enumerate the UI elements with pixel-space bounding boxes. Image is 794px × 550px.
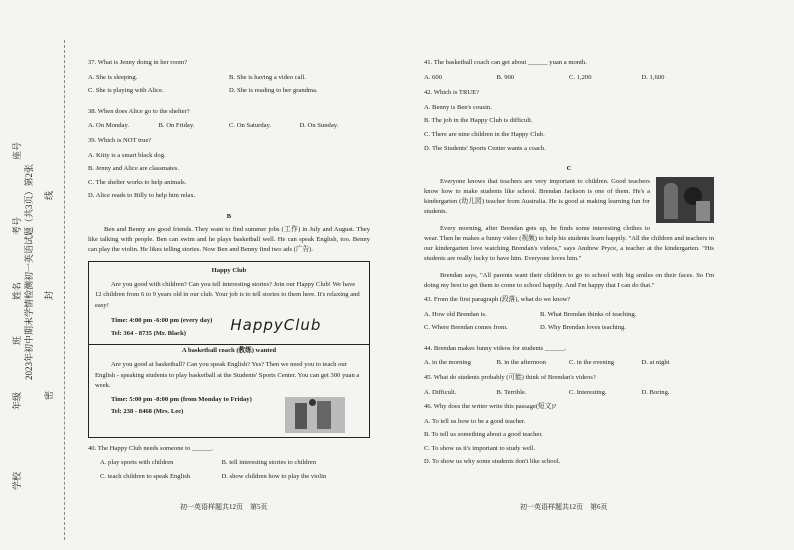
passage-c-paragraph-2: Every morning, after Brendan gets up, he finds some interesting clothes to wear. Then he makes a funny video (视频) to help his students learn happily. "All the children and teachers in our kindergarten love watching Brendan's videos," says Andrew Pryce, a teacher at the kindergarten. "His students are really lucky to have him. Everyone loves him.": [424, 224, 714, 263]
photo-figure: [295, 403, 307, 429]
page-6-column: [424, 60, 714, 480]
option: A. Benny is Ben's cousin.: [424, 103, 492, 111]
option: A. To tell us how to be a good teacher.: [424, 417, 526, 425]
happy-club-logo: HappyClub: [230, 316, 322, 335]
section-c-heading: C: [566, 165, 572, 173]
option: D. She is reading to her grandma.: [229, 87, 318, 95]
option: C. To show us it's important to study well.: [424, 444, 536, 452]
exam-title-vertical: 2023年初中期末学情检测初一英语试题（共3页）第2张: [24, 163, 34, 380]
page-5-footer: 初一英语样题共12页 第5页: [180, 503, 268, 511]
option: B. What Brendan thinks of teaching.: [540, 310, 637, 318]
question-39: 39. Which is NOT true?: [88, 136, 152, 144]
option: A. She is sleeping.: [88, 73, 138, 81]
option: C. On Saturday.: [229, 122, 272, 130]
school-label: 学校: [12, 471, 22, 490]
question-42: 42. Which is TRUE?: [424, 89, 480, 97]
option: B. Jenny and Alice are classmates.: [88, 165, 180, 173]
seat-label: 座号: [12, 141, 22, 160]
section-b-heading: B: [226, 212, 232, 220]
option: C. in the evening: [569, 359, 615, 367]
ad-happy-club-contact: [111, 315, 212, 340]
option: A. in the morning: [424, 359, 471, 367]
binding-margin: [8, 60, 78, 540]
option: A. 600: [424, 73, 442, 81]
question-41: 41. The basketball coach can get about ______ yuan a month.: [424, 59, 587, 66]
basketball-photo: [285, 397, 345, 433]
option: A. play sports with children: [100, 459, 174, 467]
ad-divider: [89, 344, 369, 345]
name-label: 姓名: [12, 281, 22, 300]
question-45: 45. What do students probably (可能) think of Brendan's videos?: [424, 373, 596, 381]
option: D. Why Brendan loves teaching.: [540, 324, 626, 332]
ad-happy-club-title: Happy Club: [211, 267, 247, 275]
option: B. She is having a video call.: [229, 73, 306, 81]
question-43-options: [424, 312, 714, 339]
seal-seal-label: 封: [44, 290, 54, 300]
option: C. There are nine children in the Happy Club.: [424, 130, 545, 138]
option: C. Interesting.: [569, 388, 607, 396]
option: A. Difficult.: [424, 388, 457, 396]
ad-happy-club-info: [95, 311, 363, 340]
ad-coach-title: A basketball coach (教练) wanted: [181, 347, 277, 355]
passage-c-paragraph-3: Brendan says, "All parents want their children to go to school with big smiles on their faces. So I'm doing my best to get them to come to school happily. And I'm happy that I can do that.": [424, 271, 714, 289]
question-41-options: [424, 75, 714, 82]
page-6-footer: 初一英语样题共12页 第6页: [520, 503, 608, 511]
passage-c-paragraph-1: Everyone knows that teachers are very important to children. Good teachers know how to make students like school. Brendan Jackson is one of them. He's a kindergarten (幼儿园) teacher from Australia. He is good at making learning fun for students.: [424, 177, 650, 216]
class-label: 班: [12, 335, 22, 345]
ad-happy-club-text: Are you good with children? Can you tell interesting stories? Join our Happy Club! We have 12 children from 6 to 9 years old in our club. Your job is to tell stories to them here. It's relaxing and easy!: [95, 280, 360, 309]
photo-figure: [696, 201, 710, 221]
seal-line-label: 线: [44, 190, 54, 200]
option: D. at night: [641, 359, 670, 367]
option: B. in the afternoon: [496, 359, 546, 367]
teacher-video-photo: [656, 177, 714, 223]
option: A. How old Brendan is.: [424, 310, 487, 318]
question-37-options: [88, 75, 370, 102]
option: D. The Students' Sports Center wants a coach.: [424, 144, 546, 152]
photo-figure: [664, 183, 678, 219]
option: D. On Sunday.: [299, 122, 339, 130]
seal-secret-label: 密: [44, 390, 54, 400]
question-46: 46. Why does the writer write this passage(短文)?: [424, 403, 557, 411]
grade-label: 年级: [12, 391, 22, 410]
option: D. show children how to play the violin: [221, 472, 327, 480]
option: C. Where Brendan comes from.: [424, 324, 508, 332]
option: C. 1,200: [569, 73, 592, 81]
ad-coach-text: Are you good at basketball? Can you speak English? Yes? Then we need you to teach our English - speaking students to play basketball at the Students' Sports Center. You can get 300 yuan a week.: [95, 361, 360, 390]
passage-b: Ben and Benny are good friends. They want to find summer jobs (工作) in July and August. They like talking with people. Ben can swim and he plays basketball well. He can speak English, too. Benny can play the violin. He likes telling stories. Now Ben and Benny find two ads (广告).: [88, 225, 370, 253]
question-37: 37. What is Jenny doing in her room?: [88, 59, 188, 66]
option: B. Terrible.: [496, 388, 527, 396]
question-44-options: [424, 360, 714, 367]
exam-no-label: 考号: [12, 216, 22, 235]
question-39-options: [88, 153, 370, 207]
option: A. On Monday.: [88, 122, 129, 130]
option: B. To tell us something about a good teacher.: [424, 431, 543, 439]
ads-box: [88, 261, 370, 438]
option: D. To show us why some students don't like school.: [424, 458, 561, 466]
option: D. 1,600: [641, 73, 665, 81]
basketball-icon: [309, 399, 316, 406]
option: B. tell interesting stories to children: [221, 459, 316, 467]
option: C. teach children to speak English: [100, 472, 191, 480]
question-38-options: [88, 123, 370, 130]
question-43: 43. From the first paragraph (段落), what do we know?: [424, 295, 571, 303]
question-42-options: [424, 105, 714, 159]
ad-happy-club-time: Time: 4:00 pm -6:00 pm (every day): [111, 317, 213, 325]
question-46-options: [424, 419, 714, 473]
option: C. The shelter works to help animals.: [88, 178, 187, 186]
option: C. She is playing with Alice.: [88, 87, 164, 95]
question-38: 38. When does Alice go to the shelter?: [88, 107, 190, 115]
option: B. 900: [496, 73, 515, 81]
ad-coach-tel: Tel: 238 - 8468 (Mrs. Lee): [111, 408, 184, 416]
question-45-options: [424, 390, 714, 397]
option: A. Kitty is a smart black dog.: [88, 151, 166, 159]
question-44: 44. Brendan makes funny videos for students ______.: [424, 344, 567, 352]
page-5-column: [88, 60, 370, 495]
option: D. Boring.: [641, 388, 670, 396]
option: B. The job in the Happy Club is difficult.: [424, 117, 533, 125]
photo-figure: [317, 401, 331, 429]
question-40: 40. The Happy Club needs someone to ______.: [88, 444, 214, 452]
ad-coach-time: Time: 5:00 pm -8:00 pm (from Monday to Friday): [111, 395, 252, 403]
ad-happy-club-tel: Tel: 364 - 8735 (Mr. Black): [111, 329, 186, 337]
question-40-options: [88, 460, 370, 487]
binding-dashed-line: [64, 40, 65, 540]
option: D. Alice reads to Billy to help him relax.: [88, 192, 196, 200]
option: B. On Friday.: [158, 122, 195, 130]
